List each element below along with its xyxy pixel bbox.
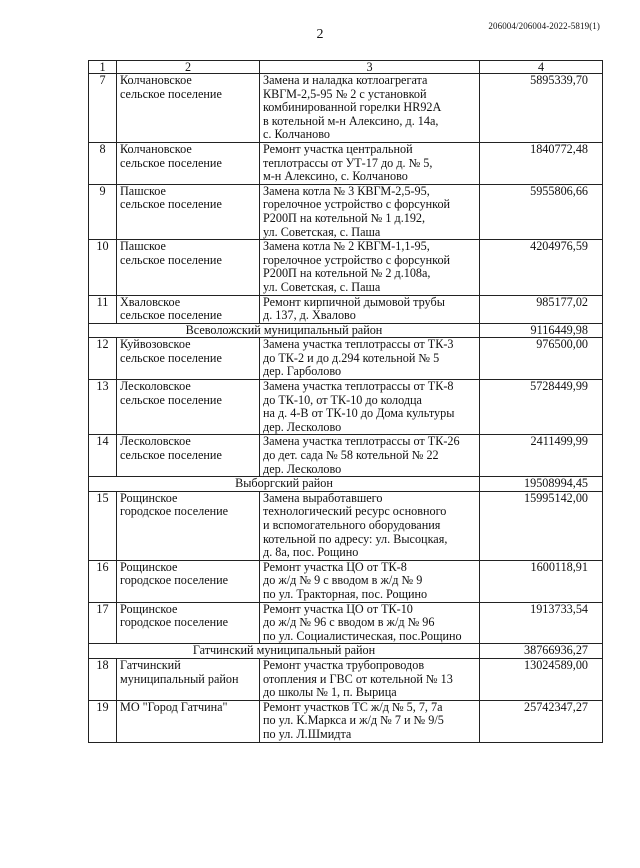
- work-description-line: и вспомогательного оборудования: [263, 518, 441, 532]
- work-description-line: Ремонт участка ЦО от ТК-10: [263, 601, 413, 616]
- table-row: [89, 184, 603, 239]
- municipality-line: городское поселение: [120, 573, 229, 588]
- row-number: 15: [89, 491, 117, 560]
- municipality-line: МО "Город Гатчина": [120, 699, 228, 714]
- table-header-row: [89, 61, 603, 74]
- row-number: 11: [89, 295, 117, 323]
- table-row: [89, 435, 603, 477]
- work-description-cell: [260, 700, 480, 742]
- work-description-line: по ул. Социалистическая, пос.Рощино: [263, 628, 462, 643]
- work-description-cell: [260, 658, 480, 700]
- work-description-line: Ремонт участка ЦО от ТК-8: [263, 559, 407, 574]
- work-description-line: на д. 4-В от ТК-10 до Дома культуры: [263, 406, 455, 421]
- table-body: [89, 74, 603, 743]
- municipality-line: сельское поселение: [120, 448, 222, 463]
- document-number: 206004/206004-2022-5819(1): [488, 21, 600, 31]
- work-description-cell: [260, 240, 480, 295]
- table-row: [89, 74, 603, 143]
- work-description-line: Замена и наладка котлоагрегата: [263, 73, 428, 87]
- amount-cell: 2411499,99: [480, 435, 603, 477]
- municipality-line: Пашское: [120, 183, 166, 198]
- municipality-line: Лесколовское: [120, 434, 191, 449]
- row-number: 12: [89, 338, 117, 380]
- row-number: 9: [89, 184, 117, 239]
- district-name: Выборгский район: [89, 477, 480, 492]
- municipality-line: Рощинское: [120, 601, 178, 616]
- column-header: 1: [89, 61, 117, 74]
- municipality-line: Гатчинский: [120, 657, 181, 672]
- municipality-cell: [117, 295, 260, 323]
- municipality-cell: [117, 380, 260, 435]
- row-number: 14: [89, 435, 117, 477]
- table-row: [89, 491, 603, 560]
- work-description-line: КВГМ-2,5-95 № 2 с установкой: [263, 86, 427, 101]
- work-description-line: Р200П на котельной № 2 д.108а,: [263, 266, 431, 281]
- municipality-cell: [117, 560, 260, 602]
- table-row: [89, 338, 603, 380]
- municipality-line: сельское поселение: [120, 155, 222, 170]
- works-table: [88, 60, 603, 743]
- row-number: 19: [89, 700, 117, 742]
- work-description-line: дер. Гарболово: [263, 364, 342, 379]
- table-row: [89, 380, 603, 435]
- amount-cell: 1600118,91: [480, 560, 603, 602]
- municipality-cell: [117, 700, 260, 742]
- column-header: 2: [117, 61, 260, 74]
- work-description-cell: [260, 184, 480, 239]
- municipality-line: сельское поселение: [120, 197, 222, 212]
- table-row: [89, 658, 603, 700]
- work-description-line: до ТК-10, от ТК-10 до колодца: [263, 392, 422, 407]
- work-description-line: Р200П на котельной № 1 д.192,: [263, 210, 426, 225]
- work-description-line: до школы № 1, п. Вырица: [263, 685, 397, 700]
- district-subtotal-row: [89, 477, 603, 492]
- work-description-cell: [260, 338, 480, 380]
- amount-cell: 976500,00: [480, 338, 603, 380]
- municipality-cell: [117, 338, 260, 380]
- amount-cell: 5895339,70: [480, 74, 603, 143]
- municipality-cell: [117, 435, 260, 477]
- table-row: [89, 240, 603, 295]
- work-description-line: до ж/д № 9 с вводом в ж/д № 9: [263, 573, 423, 588]
- row-number: 17: [89, 602, 117, 644]
- work-description-cell: [260, 142, 480, 184]
- table-row: [89, 602, 603, 644]
- work-description-line: горелочное устройство с форсункой: [263, 197, 451, 212]
- work-description-line: м-н Алексино, с. Колчаново: [263, 169, 408, 184]
- work-description-cell: [260, 491, 480, 560]
- work-description-line: д. 8а, пос. Рощино: [263, 545, 359, 560]
- amount-cell: 4204976,59: [480, 240, 603, 295]
- work-description-cell: [260, 295, 480, 323]
- district-sum: 9116449,98: [480, 323, 603, 338]
- municipality-line: сельское поселение: [120, 86, 222, 101]
- row-number: 16: [89, 560, 117, 602]
- amount-cell: 985177,02: [480, 295, 603, 323]
- municipality-cell: [117, 184, 260, 239]
- municipality-line: городское поселение: [120, 615, 229, 630]
- municipality-line: Хваловское: [120, 294, 181, 309]
- column-header: 3: [260, 61, 480, 74]
- municipality-line: Куйвозовское: [120, 337, 191, 352]
- work-description-line: теплотрассы от УТ-17 до д. № 5,: [263, 155, 433, 170]
- work-description-line: Замена котла № 2 КВГМ-1,1-95,: [263, 239, 430, 254]
- municipality-line: Лесколовское: [120, 379, 191, 394]
- work-description-line: Замена участка теплотрассы от ТК-26: [263, 434, 460, 449]
- work-description-line: Замена участка теплотрассы от ТК-8: [263, 379, 454, 394]
- municipality-cell: [117, 240, 260, 295]
- municipality-cell: [117, 142, 260, 184]
- work-description-line: котельной по адресу: ул. Высоцкая,: [263, 531, 448, 546]
- work-description-line: до дет. сада № 58 котельной № 22: [263, 448, 439, 463]
- municipality-line: Колчановское: [120, 141, 192, 156]
- district-subtotal-row: [89, 644, 603, 659]
- municipality-cell: [117, 74, 260, 143]
- municipality-line: Рощинское: [120, 559, 178, 574]
- work-description-line: Ремонт участка центральной: [263, 141, 413, 156]
- district-subtotal-row: [89, 323, 603, 338]
- table-row: [89, 295, 603, 323]
- district-sum: 19508994,45: [480, 477, 603, 492]
- work-description-cell: [260, 435, 480, 477]
- work-description-cell: [260, 380, 480, 435]
- amount-cell: 15995142,00: [480, 491, 603, 560]
- municipality-line: Колчановское: [120, 73, 192, 87]
- work-description-line: Ремонт участков ТС ж/д № 5, 7, 7а: [263, 699, 443, 714]
- work-description-line: д. 137, д. Хвалово: [263, 308, 356, 323]
- municipality-cell: [117, 602, 260, 644]
- row-number: 10: [89, 240, 117, 295]
- work-description-line: Замена котла № 3 КВГМ-2,5-95,: [263, 183, 430, 198]
- row-number: 8: [89, 142, 117, 184]
- work-description-line: Замена выработавшего: [263, 490, 383, 505]
- work-description-line: по ул. Л.Шмидта: [263, 726, 352, 741]
- amount-cell: 13024589,00: [480, 658, 603, 700]
- municipality-line: сельское поселение: [120, 392, 222, 407]
- work-description-line: ул. Советская, с. Паша: [263, 279, 381, 294]
- work-description-cell: [260, 560, 480, 602]
- amount-cell: 5728449,99: [480, 380, 603, 435]
- municipality-line: городское поселение: [120, 504, 229, 519]
- work-description-line: с. Колчаново: [263, 127, 330, 142]
- district-name: Гатчинский муниципальный район: [89, 644, 480, 659]
- work-description-line: в котельной м-н Алексино, д. 14а,: [263, 113, 439, 128]
- work-description-line: горелочное устройство с форсункой: [263, 252, 451, 267]
- page-number: 2: [316, 27, 324, 42]
- work-description-line: ул. Советская, с. Паша: [263, 224, 381, 239]
- row-number: 13: [89, 380, 117, 435]
- column-header: 4: [480, 61, 603, 74]
- work-description-cell: [260, 602, 480, 644]
- district-sum: 38766936,27: [480, 644, 603, 659]
- work-description-line: дер. Лесколово: [263, 419, 342, 434]
- municipality-cell: [117, 491, 260, 560]
- work-description-line: до ТК-2 и до д.294 котельной № 5: [263, 350, 440, 365]
- amount-cell: 25742347,27: [480, 700, 603, 742]
- municipality-line: сельское поселение: [120, 308, 222, 323]
- municipality-line: Рощинское: [120, 490, 178, 505]
- municipality-cell: [117, 658, 260, 700]
- table-row: [89, 142, 603, 184]
- work-description-line: Ремонт кирпичной дымовой трубы: [263, 294, 445, 309]
- amount-cell: 1840772,48: [480, 142, 603, 184]
- work-description-line: по ул. К.Маркса и ж/д № 7 и № 9/5: [263, 713, 444, 728]
- row-number: 18: [89, 658, 117, 700]
- work-description-cell: [260, 74, 480, 143]
- municipality-line: Пашское: [120, 239, 166, 254]
- municipality-line: муниципальный район: [120, 671, 239, 686]
- row-number: 7: [89, 74, 117, 143]
- work-description-line: технологический ресурс основного: [263, 504, 447, 519]
- district-name: Всеволожский муниципальный район: [89, 323, 480, 338]
- work-description-line: Ремонт участка трубопроводов: [263, 657, 425, 672]
- work-description-line: до ж/д № 96 с вводом в ж/д № 96: [263, 615, 435, 630]
- amount-cell: 1913733,54: [480, 602, 603, 644]
- work-description-line: отопления и ГВС от котельной № 13: [263, 671, 453, 686]
- work-description-line: дер. Лесколово: [263, 461, 342, 476]
- work-description-line: комбинированной горелки HR92A: [263, 100, 442, 115]
- municipality-line: сельское поселение: [120, 252, 222, 267]
- table-row: [89, 560, 603, 602]
- work-description-line: Замена участка теплотрассы от ТК-3: [263, 337, 454, 352]
- work-description-line: по ул. Тракторная, пос. Рощино: [263, 586, 428, 601]
- table-row: [89, 700, 603, 742]
- municipality-line: сельское поселение: [120, 350, 222, 365]
- amount-cell: 5955806,66: [480, 184, 603, 239]
